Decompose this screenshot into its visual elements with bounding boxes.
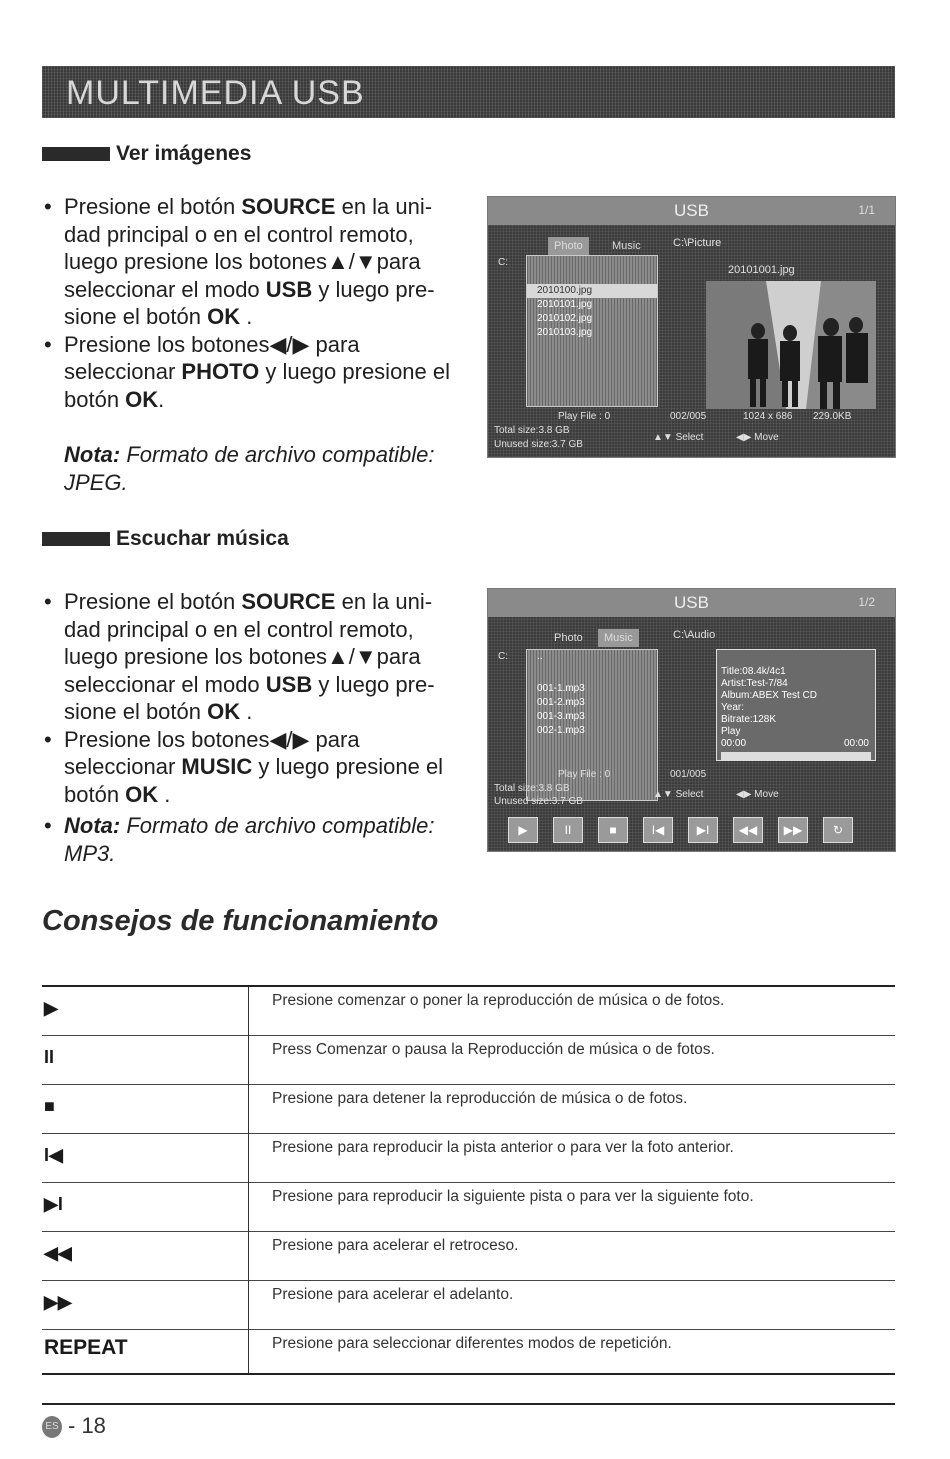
file-size: 229.0KB <box>813 411 852 422</box>
table-row <box>42 986 895 1036</box>
bullet-bold-text: USB <box>265 276 313 302</box>
file-list <box>526 255 658 407</box>
bullet-text: . <box>158 781 171 807</box>
forward-control-icon[interactable]: ▶▶ <box>778 817 808 843</box>
bullet-text: y luego pre-sione el botón <box>64 671 435 724</box>
control-description: Press Comenzar o pausa la Reproducción de música o de fotos. <box>249 1036 896 1085</box>
bullet-item <box>44 588 454 726</box>
bullet-item <box>44 726 454 809</box>
bullet-bold-text: SOURCE <box>241 194 336 219</box>
music-note: • Nota: Formato de archivo compatible: MP3. <box>44 813 435 866</box>
bullet-dot-icon: • <box>44 589 52 614</box>
track-title: Title:08.4k/4c1 <box>721 666 786 677</box>
tab-photo[interactable]: Photo <box>554 632 583 644</box>
control-symbol: I◀ <box>42 1134 249 1183</box>
bullet-text: . <box>158 386 165 412</box>
note-label: Nota: <box>64 813 121 838</box>
screen-title: USB <box>488 589 895 617</box>
heading-listen-music <box>42 527 289 551</box>
control-description: Presione para seleccionar diferentes modos de repetición. <box>249 1330 896 1375</box>
bullet-text: y luego pre-sione el botón <box>64 276 435 329</box>
screen-title: USB <box>488 197 895 225</box>
table-row <box>42 1036 895 1085</box>
path-label: C:\Picture <box>673 237 722 249</box>
time-start: 00:00 <box>721 738 747 749</box>
select-hint: ▲▼ Select <box>653 789 704 800</box>
page-number: - 18 <box>68 1413 106 1438</box>
control-symbol: ■ <box>42 1085 249 1134</box>
list-item[interactable]: 2010100.jpg <box>527 284 657 298</box>
list-item[interactable]: 2010102.jpg <box>537 313 593 324</box>
images-instructions <box>44 193 454 413</box>
list-item[interactable]: 001-3.mp3 <box>537 711 585 722</box>
bullet-dot-icon: • <box>44 726 52 752</box>
progress-bar <box>721 752 871 760</box>
bullet-bold-text: OK <box>207 304 241 329</box>
list-item[interactable]: 2010101.jpg <box>537 299 593 310</box>
track-artist: Artist:Test-7/84 <box>721 678 788 689</box>
tips-title: Consejos de funcionamiento <box>42 905 439 937</box>
resolution: 1024 x 686 <box>743 411 793 422</box>
table-row <box>42 1232 895 1281</box>
track-album: Album:ABEX Test CD <box>721 690 817 701</box>
control-description: Presione para detener la reproducción de música o de fotos. <box>249 1085 896 1134</box>
repeat-control-icon[interactable]: ↻ <box>823 817 853 843</box>
heading-marker <box>42 147 110 161</box>
people-walking-image <box>706 281 876 409</box>
total-size: Total size:3.8 GB <box>494 783 570 794</box>
unused-size: Unused size:3.7 GB <box>494 439 583 450</box>
bullet-bold-text: OK <box>125 386 159 412</box>
table-row <box>42 1330 895 1375</box>
path-label: C:\Audio <box>673 629 716 641</box>
page-footer <box>42 1413 106 1439</box>
bullet-text: Presione el botón <box>64 194 242 219</box>
control-symbol: ▶ <box>42 986 249 1036</box>
control-symbol: ◀◀ <box>42 1232 249 1281</box>
heading-text: Escuchar música <box>116 527 289 550</box>
play-file: Play File : 0 <box>558 411 611 422</box>
bullet-text: en la uni-dad principal o en el control remoto, luego presione los botones▲/▼para seleccionar el modo <box>64 194 433 302</box>
table-row <box>42 1134 895 1183</box>
tab-music[interactable]: Music <box>612 240 641 252</box>
track-bitrate: Bitrate:128K <box>721 714 777 725</box>
usb-photo-screenshot <box>487 196 896 458</box>
preview-filename: 20101001.jpg <box>728 264 795 276</box>
bullet-dot-icon: • <box>44 194 52 219</box>
page-indicator: 1/2 <box>858 595 875 609</box>
preview-photo <box>706 281 876 409</box>
bullet-bold-text: OK <box>125 781 159 807</box>
bullet-item <box>44 331 454 414</box>
move-hint: ◀▶ Move <box>736 432 779 443</box>
leftright-arrows-icon: ◀▶ <box>736 789 755 800</box>
bullet-text: . <box>240 699 253 724</box>
play-file: Play File : 0 <box>558 769 611 780</box>
footer-rule <box>42 1403 895 1405</box>
bullet-text: y luego presione el botón <box>64 359 451 412</box>
list-item[interactable]: .. <box>537 651 543 662</box>
select-hint: ▲▼ Select <box>653 432 704 443</box>
bullet-bold-text: MUSIC <box>181 754 253 779</box>
bullet-text: Presione el botón <box>64 589 242 614</box>
table-row <box>42 1085 895 1134</box>
bullet-bold-text: USB <box>265 671 313 697</box>
bullet-bold-text: SOURCE <box>241 589 336 614</box>
total-size: Total size:3.8 GB <box>494 425 570 436</box>
track-info-panel <box>716 649 876 761</box>
language-badge-icon: ES <box>42 1416 62 1438</box>
previous-control-icon[interactable]: I◀ <box>643 817 673 843</box>
play-status: Play <box>721 726 741 737</box>
bullet-text: Presione los botones◀/▶ para seleccionar <box>64 726 360 779</box>
drive-label: C: <box>498 257 508 268</box>
bullet-bold-text: PHOTO <box>181 359 260 384</box>
play-control-icon[interactable]: ▶ <box>508 817 538 843</box>
music-instructions <box>44 588 454 808</box>
usb-music-screenshot <box>487 588 896 852</box>
control-description: Presione para reproducir la siguiente pista o para ver la siguiente foto. <box>249 1183 896 1232</box>
control-description: Presione para reproducir la pista anterior o para ver la foto anterior. <box>249 1134 896 1183</box>
bullet-text: y luego presione el botón <box>64 754 444 807</box>
bullet-bold-text: OK <box>207 699 241 724</box>
images-note <box>44 441 454 496</box>
next-control-icon[interactable]: ▶I <box>688 817 718 843</box>
table-row <box>42 1183 895 1232</box>
move-hint: ◀▶ Move <box>736 789 779 800</box>
time-end: 00:00 <box>843 738 869 749</box>
track-year: Year: <box>721 702 744 713</box>
tips-table <box>42 985 895 1375</box>
control-description: Presione para acelerar el retroceso. <box>249 1232 896 1281</box>
bullet-dot-icon: • <box>44 331 52 357</box>
updown-arrows-icon: ▲▼ <box>653 432 676 443</box>
rewind-control-icon[interactable]: ◀◀ <box>733 817 763 843</box>
bullet-item <box>44 193 454 331</box>
heading-marker <box>42 532 110 546</box>
pause-control-icon[interactable]: II <box>553 817 583 843</box>
bullet-text: . <box>240 304 253 329</box>
tab-music[interactable]: Music <box>598 629 639 647</box>
list-item[interactable]: 001-2.mp3 <box>537 697 585 708</box>
bullet-text: en la uni-dad principal o en el control remoto, luego presione los botones▲/▼para seleccionar el modo <box>64 589 433 697</box>
page-indicator: 1/1 <box>858 203 875 217</box>
list-item[interactable]: 001-1.mp3 <box>537 683 585 694</box>
heading-view-images <box>42 142 251 166</box>
unused-size: Unused size:3.7 GB <box>494 796 583 807</box>
note-text: Formato de archivo compatible: JPEG. <box>64 442 435 495</box>
control-symbol: ▶I <box>42 1183 249 1232</box>
control-description: Presione comenzar o poner la reproducción de música o de fotos. <box>249 986 896 1036</box>
note-label: Nota: <box>64 442 121 467</box>
control-description: Presione para acelerar el adelanto. <box>249 1281 896 1330</box>
note-text: Formato de archivo compatible: MP3. <box>64 813 435 866</box>
drive-label: C: <box>498 651 508 662</box>
section-title: MULTIMEDIA USB <box>66 74 365 112</box>
leftright-arrows-icon: ◀▶ <box>736 432 755 443</box>
updown-arrows-icon: ▲▼ <box>653 789 676 800</box>
control-symbol: ▶▶ <box>42 1281 249 1330</box>
file-count: 002/005 <box>670 411 707 422</box>
heading-text: Ver imágenes <box>116 142 252 165</box>
control-symbol: II <box>42 1036 249 1085</box>
bullet-text: Presione los botones◀/▶ para seleccionar <box>64 331 360 384</box>
list-item[interactable]: 2010103.jpg <box>537 327 593 338</box>
stop-control-icon[interactable]: ■ <box>598 817 628 843</box>
list-item[interactable]: 002-1.mp3 <box>537 725 585 736</box>
tab-photo[interactable]: Photo <box>548 237 589 255</box>
table-row <box>42 1281 895 1330</box>
section-header-bar <box>42 66 895 118</box>
control-symbol: REPEAT <box>42 1330 249 1375</box>
file-count: 001/005 <box>670 769 707 780</box>
